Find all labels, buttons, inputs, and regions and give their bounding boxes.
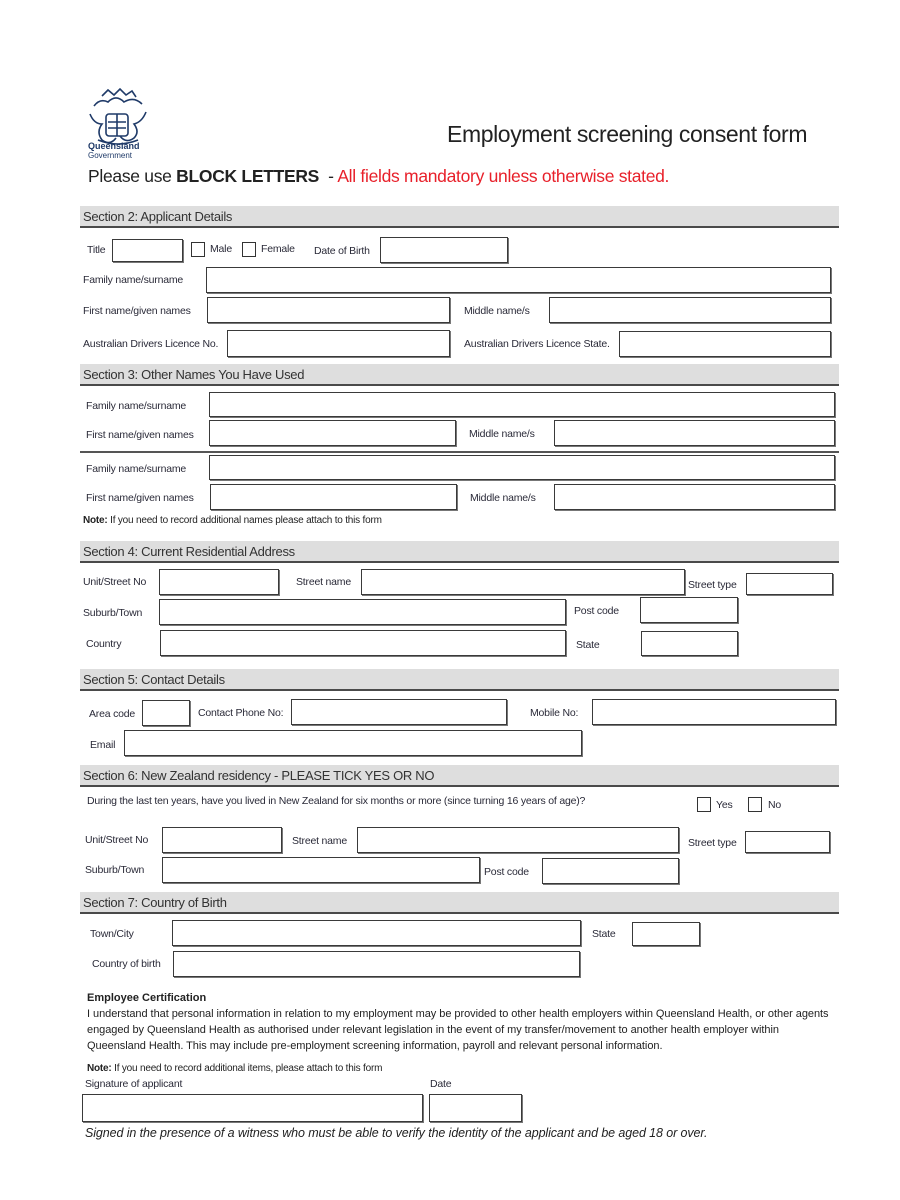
mobile-label: Mobile No: <box>530 707 579 719</box>
section-3-heading: Section 3: Other Names You Have Used <box>80 364 839 386</box>
birth-state-field[interactable] <box>632 922 700 946</box>
dob-label: Date of Birth <box>314 245 370 257</box>
phone-field[interactable] <box>291 699 507 725</box>
nz-question: During the last ten years, have you lived in New Zealand for six months or more (since turning 16 years of age)? <box>87 795 586 807</box>
cert-note-bold: Note: <box>87 1063 112 1074</box>
unit-street-label: Unit/Street No <box>83 576 147 588</box>
other-middle-name-label-1: Middle name/s <box>469 428 535 440</box>
licence-no-field[interactable] <box>227 330 450 357</box>
email-field[interactable] <box>124 730 582 756</box>
instruction-bold: BLOCK LETTERS <box>176 166 320 186</box>
family-name-field[interactable] <box>206 267 831 293</box>
unit-street-field[interactable] <box>159 569 279 595</box>
state-field[interactable] <box>641 631 738 656</box>
state-label: State <box>576 639 600 651</box>
section-6-heading: Section 6: New Zealand residency - PLEASE TICK YES OR NO <box>80 765 839 787</box>
nz-postcode-label: Post code <box>484 866 529 878</box>
nz-street-name-label: Street name <box>292 835 347 847</box>
middle-name-label: Middle name/s <box>464 305 530 317</box>
nz-unit-street-field[interactable] <box>162 827 282 853</box>
street-type-field[interactable] <box>746 573 833 595</box>
other-family-name-label-2: Family name/surname <box>86 463 187 475</box>
other-middle-name-field-2[interactable] <box>554 484 835 510</box>
postcode-field[interactable] <box>640 597 738 623</box>
signature-label: Signature of applicant <box>85 1078 183 1090</box>
nz-street-type-field[interactable] <box>745 831 830 853</box>
instructions <box>88 166 669 187</box>
male-checkbox[interactable] <box>191 242 205 257</box>
postcode-label: Post code <box>574 605 619 617</box>
section-3-note <box>83 515 382 526</box>
town-city-field[interactable] <box>172 920 581 946</box>
area-code-field[interactable] <box>142 700 190 726</box>
nz-suburb-field[interactable] <box>162 857 480 883</box>
country-of-birth-label: Country of birth <box>92 958 161 970</box>
section-4-heading: Section 4: Current Residential Address <box>80 541 839 563</box>
note-bold: Note: <box>83 515 108 526</box>
birth-state-label: State <box>592 928 616 940</box>
male-label: Male <box>210 243 232 255</box>
nz-street-type-label: Street type <box>688 837 737 849</box>
licence-state-label: Australian Drivers Licence State. <box>464 338 610 350</box>
country-of-birth-field[interactable] <box>173 951 580 977</box>
nz-street-name-field[interactable] <box>357 827 679 853</box>
country-label: Country <box>86 638 122 650</box>
logo-text-queensland: Queensland <box>88 141 140 151</box>
licence-no-label: Australian Drivers Licence No. <box>83 338 219 350</box>
suburb-label: Suburb/Town <box>83 607 143 619</box>
logo-text-government: Government <box>88 151 133 160</box>
suburb-field[interactable] <box>159 599 566 625</box>
signature-field[interactable] <box>82 1094 423 1122</box>
witness-statement: Signed in the presence of a witness who must be able to verify the identity of the applicant and be aged 18 or over. <box>85 1126 708 1140</box>
nz-suburb-label: Suburb/Town <box>85 864 145 876</box>
first-name-field[interactable] <box>207 297 450 323</box>
yes-label: Yes <box>716 799 733 811</box>
title-label: Title <box>87 244 106 256</box>
other-middle-name-label-2: Middle name/s <box>470 492 536 504</box>
town-city-label: Town/City <box>90 928 134 940</box>
signature-date-field[interactable] <box>429 1094 522 1122</box>
other-first-name-field-1[interactable] <box>209 420 456 446</box>
no-label: No <box>768 799 782 811</box>
title-field[interactable] <box>112 239 183 262</box>
area-code-label: Area code <box>89 708 136 720</box>
nz-postcode-field[interactable] <box>542 858 679 884</box>
page-title: Employment screening consent form <box>447 121 808 147</box>
date-label: Date <box>430 1078 452 1090</box>
instruction-mandatory: All fields mandatory unless otherwise stated. <box>337 166 670 186</box>
mobile-field[interactable] <box>592 699 836 725</box>
certification-heading: Employee Certification <box>87 992 207 1004</box>
street-name-label: Street name <box>296 576 351 588</box>
nz-unit-street-label: Unit/Street No <box>85 834 149 846</box>
first-name-label: First name/given names <box>83 305 191 317</box>
other-first-name-label-1: First name/given names <box>86 429 194 441</box>
other-middle-name-field-1[interactable] <box>554 420 835 446</box>
section-7-heading: Section 7: Country of Birth <box>80 892 839 914</box>
middle-name-field[interactable] <box>549 297 831 323</box>
instruction-dash: - <box>319 166 338 186</box>
other-family-name-label-1: Family name/surname <box>86 400 187 412</box>
section-2-heading: Section 2: Applicant Details <box>80 206 839 228</box>
certification-note <box>87 1063 382 1074</box>
yes-checkbox[interactable] <box>697 797 711 812</box>
certification-body: I understand that personal information in relation to my employment may be provided to other health employers within Queensland Health, or other agents engaged by Queensland Health as authorised under relevant legislation in the event of my transfer/movement to another health employer within Queensland Health. This may include pre-employment screening information, payroll and relevant personal information. <box>87 1008 829 1052</box>
dob-field[interactable] <box>380 237 508 263</box>
note-text: If you need to record additional names please attach to this form <box>107 515 382 526</box>
other-first-name-field-2[interactable] <box>210 484 457 510</box>
other-family-name-field-2[interactable] <box>209 455 835 480</box>
section-5-heading: Section 5: Contact Details <box>80 669 839 691</box>
no-checkbox[interactable] <box>748 797 762 812</box>
street-type-label: Street type <box>688 579 737 591</box>
licence-state-field[interactable] <box>619 331 831 357</box>
instruction-prefix: Please use <box>88 166 177 186</box>
phone-label: Contact Phone No: <box>198 707 284 719</box>
country-field[interactable] <box>160 630 566 656</box>
family-name-label: Family name/surname <box>83 274 184 286</box>
section-3-divider <box>80 451 839 453</box>
street-name-field[interactable] <box>361 569 685 595</box>
female-label: Female <box>261 243 295 255</box>
other-first-name-label-2: First name/given names <box>86 492 194 504</box>
female-checkbox[interactable] <box>242 242 256 257</box>
other-family-name-field-1[interactable] <box>209 392 835 417</box>
cert-note-text: If you need to record additional items, please attach to this form <box>111 1063 383 1074</box>
email-label: Email <box>90 739 116 751</box>
